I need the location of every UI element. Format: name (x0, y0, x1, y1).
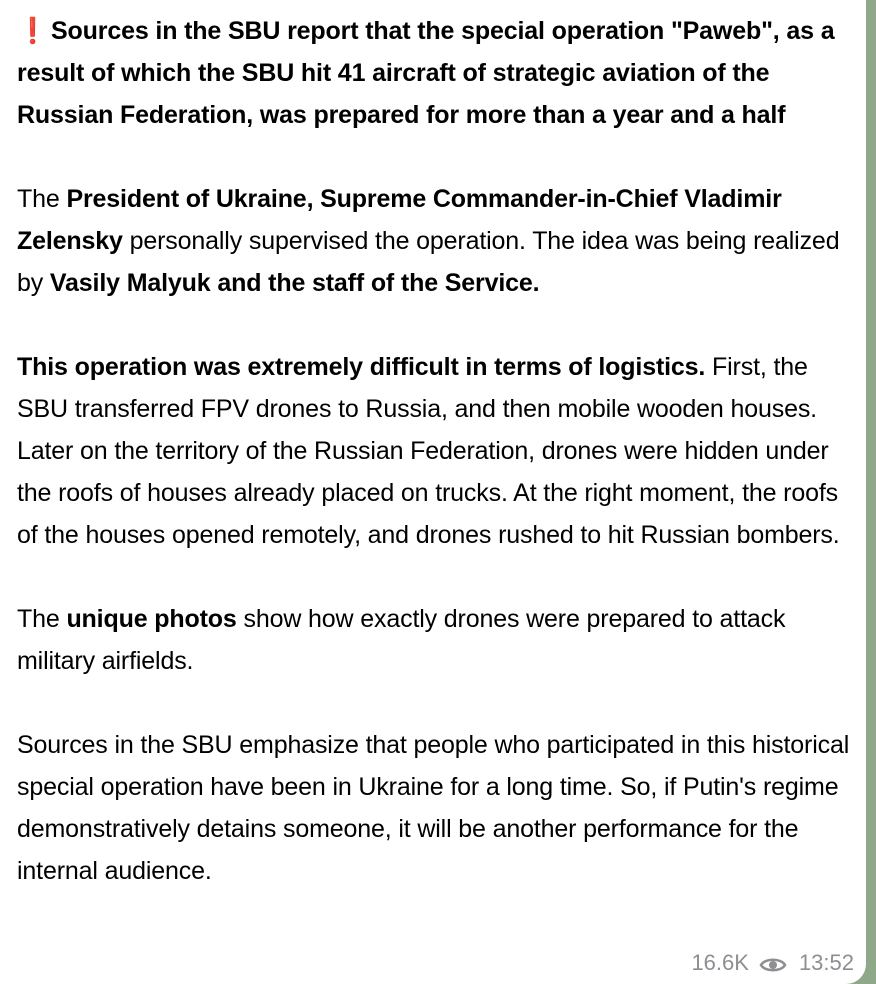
paragraph-sources (17, 724, 857, 892)
headline-paragraph (17, 10, 857, 136)
bold-run: unique photos (66, 605, 237, 633)
message-time: 13:52 (798, 950, 854, 975)
text-run: The (17, 605, 67, 633)
view-count: 16.6K (691, 950, 749, 975)
text-run: First, the SBU transferred FPV drones to Russia, and then mobile wooden houses. Later on the territory of the Russian Federation, drones were hidden under the roofs of houses already placed on trucks. At the right moment, the roofs of the houses opened remotely, and drones rushed to hit Russian bombers. (17, 353, 840, 549)
text-run: Sources in the SBU emphasize that people who participated in this historical special operation have been in Ukraine for a long time. So, if Putin's regime demonstratively detains someone, it will be another performance for the internal audience. (17, 731, 850, 885)
headline-text: Sources in the SBU report that the special operation "Paweb", as a result of which the SBU hit 41 aircraft of strategic aviation of the Russian Federation, was prepared for more than a year and a half (17, 17, 835, 129)
exclamation-icon: ❗ (17, 17, 48, 45)
paragraph-president (17, 178, 857, 304)
bold-run: Vasily Malyuk and the staff of the Service. (49, 269, 540, 297)
eye-icon (759, 954, 787, 972)
bold-run: This operation was extremely difficult in terms of logistics. (17, 353, 706, 381)
message-text (17, 10, 857, 892)
message-meta (691, 950, 854, 976)
bold-run: President of Ukraine, Supreme Commander-in-Chief Vladimir Zelensky (17, 185, 782, 255)
text-run: The (17, 185, 67, 213)
text-run: personally supervised the operation. The idea was being realized by (17, 227, 840, 297)
text-run: show how exactly drones were prepared to attack military airfields. (17, 605, 786, 675)
paragraph-logistics (17, 346, 857, 556)
paragraph-photos (17, 598, 857, 682)
